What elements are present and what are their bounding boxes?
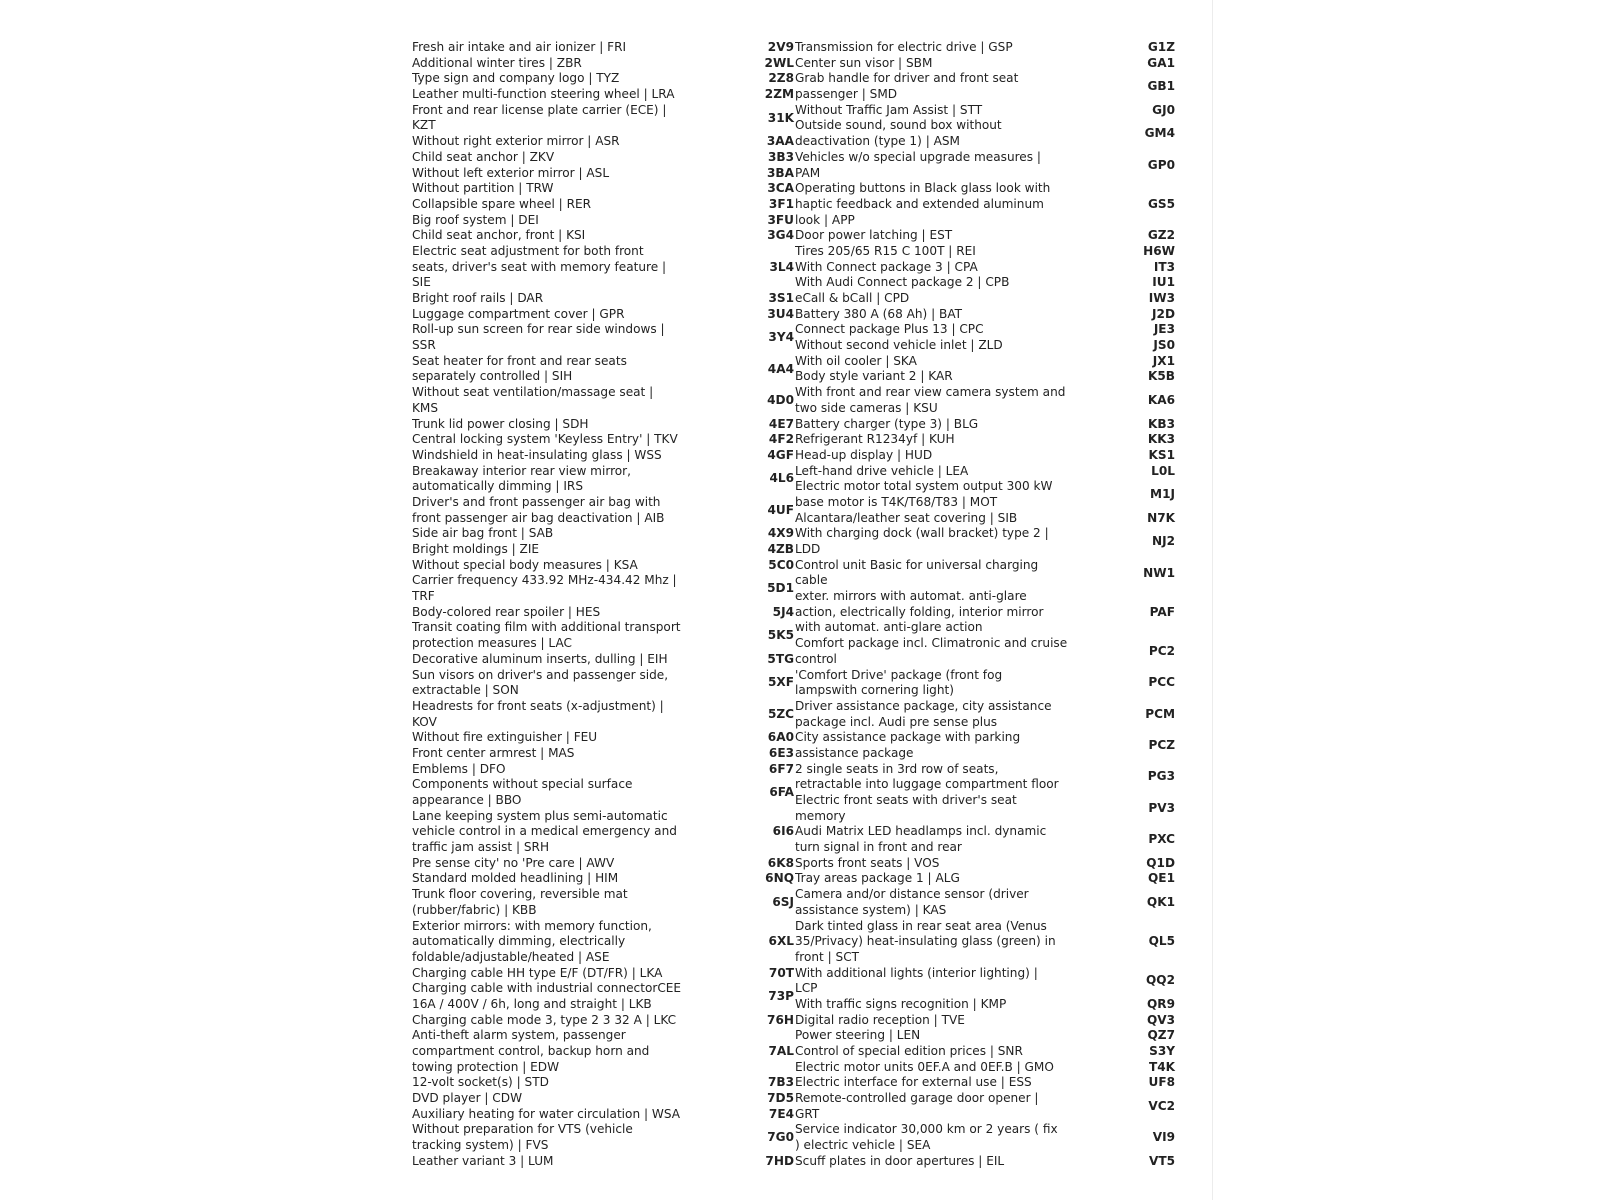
- option-description: Control unit Basic for universal charging cable: [795, 557, 1039, 588]
- option-code: PCC: [1148, 675, 1175, 690]
- option-description: Transmission for electric drive | GSP: [795, 40, 1013, 54]
- option-code: GP0: [1147, 157, 1175, 172]
- option-description: Leather multi-function steering wheel | LRA: [412, 87, 675, 102]
- option-code: 2WL: [764, 55, 794, 70]
- option-code: GB1: [1147, 79, 1175, 94]
- option-code: G1Z: [1147, 40, 1175, 54]
- option-code: 6F7: [768, 761, 794, 776]
- option-code: 7D5: [767, 1091, 794, 1106]
- option-description: Without right exterior mirror | ASR: [412, 134, 620, 149]
- option-code: H6W: [1143, 243, 1175, 258]
- option-code: QQ2: [1146, 973, 1175, 988]
- option-code: 3S1: [768, 291, 794, 305]
- option-description: Electric seat adjustment for both front seats, driver's seat with memory feature | SIE: [412, 243, 667, 290]
- option-description: Electric motor units 0EF.A and 0EF.B | GMO: [795, 1059, 1054, 1074]
- option-description: Service indicator 30,000 km or 2 years ( fix ) electric vehicle | SEA: [795, 1122, 1058, 1153]
- option-description: Without fire extinguisher | FEU: [412, 730, 598, 745]
- option-description: 12-volt socket(s) | STD: [412, 1075, 549, 1090]
- option-description: Electric motor total system output 300 kW base motor is T4K/T68/T83 | MOT: [795, 479, 1053, 509]
- option-description: Without seat ventilation/massage seat | KMS: [412, 385, 654, 415]
- option-description: Connect package Plus 13 | CPC: [795, 322, 984, 337]
- option-code: 5J4: [772, 604, 794, 619]
- option-code: KA6: [1147, 392, 1175, 407]
- option-code: KS1: [1148, 447, 1175, 462]
- option-description: Camera and/or distance sensor (driver assistance system) | KAS: [795, 887, 1029, 917]
- option-code: 4UF: [767, 502, 794, 517]
- option-description: Components without special surface appearance | BBO: [412, 777, 633, 807]
- option-code: KB3: [1147, 416, 1175, 431]
- option-code: S3Y: [1149, 1044, 1175, 1058]
- option-code: 31K: [767, 110, 794, 125]
- option-code: 3U4: [767, 306, 794, 321]
- option-description: Door power latching | EST: [795, 228, 953, 243]
- option-description: Without preparation for VTS (vehicle tracking system) | FVS: [412, 1122, 633, 1153]
- option-code: 4E7: [768, 416, 794, 431]
- option-description: Power steering | LEN: [795, 1028, 921, 1043]
- option-code: 4GF: [767, 447, 794, 462]
- option-description: Tray areas package 1 | ALG: [795, 871, 960, 886]
- option-code: 2Z8: [768, 71, 794, 86]
- option-code: 4L6: [769, 471, 794, 486]
- option-code: NW1: [1143, 565, 1175, 580]
- option-description: Without Traffic Jam Assist | STT: [795, 102, 983, 117]
- option-description: Charging cable with industrial connectorCEE 16A / 400V / 6h, long and straight | LKB: [412, 981, 682, 1011]
- option-code: 3Y4: [768, 330, 794, 345]
- option-code: 7AL: [768, 1044, 794, 1058]
- option-code: 73P: [768, 989, 794, 1004]
- option-code: 5D1: [767, 581, 794, 596]
- option-description: Pre sense city' no 'Pre care | AWV: [412, 855, 615, 870]
- option-code: 3CA: [767, 181, 794, 196]
- option-description: Charging cable HH type E/F (DT/FR) | LKA: [412, 965, 663, 980]
- option-description: Additional winter tires | ZBR: [412, 55, 582, 70]
- option-code: 2V9: [767, 40, 794, 54]
- option-description: Scuff plates in door apertures | EIL: [795, 1153, 1005, 1168]
- option-description: Decorative aluminum inserts, dulling | EIH: [412, 651, 668, 666]
- option-description: Collapsible spare wheel | RER: [412, 196, 592, 211]
- option-description: Digital radio reception | TVE: [795, 1012, 965, 1027]
- option-code: L0L: [1151, 463, 1175, 478]
- option-code: 7G0: [767, 1130, 794, 1145]
- option-code: PXC: [1148, 832, 1175, 847]
- option-description: Windshield in heat-insulating glass | WSS: [412, 447, 662, 462]
- option-code: PG3: [1147, 769, 1175, 784]
- option-description: Transit coating film with additional transport protection measures | LAC: [412, 620, 681, 651]
- option-description: Front and rear license plate carrier (ECE) | KZT: [412, 102, 667, 133]
- option-code: 6FA: [769, 785, 794, 800]
- option-description: Comfort package incl. Climatronic and cruise control: [795, 636, 1068, 666]
- option-code: 5C0: [768, 557, 794, 572]
- option-description: With Audi Connect package 2 | CPB: [795, 275, 1010, 290]
- option-code: 4X9: [767, 526, 794, 541]
- option-description: Outside sound, sound box without deactivation (type 1) | ASM: [795, 118, 1002, 149]
- option-code: 3G4: [767, 228, 794, 243]
- option-code: 4D0: [767, 392, 794, 407]
- option-code: PC2: [1148, 643, 1175, 658]
- option-description: Central locking system 'Keyless Entry' | TKV: [412, 432, 678, 447]
- option-code: T4K: [1148, 1059, 1175, 1074]
- option-description: Without left exterior mirror | ASL: [412, 165, 610, 180]
- option-code: 3BA: [767, 165, 794, 180]
- option-code: 2ZM: [764, 87, 794, 102]
- option-code: IW3: [1148, 291, 1175, 305]
- option-code: 6E3: [768, 745, 794, 760]
- option-description: Breakaway interior rear view mirror, automatically dimming | IRS: [412, 463, 632, 494]
- option-description: eCall & bCall | CPD: [795, 291, 910, 305]
- option-description: Carrier frequency 433.92 MHz-434.42 Mhz | TRF: [412, 573, 677, 604]
- option-code: 5K5: [767, 628, 794, 643]
- option-code: QE1: [1148, 871, 1175, 886]
- option-code: 7E4: [768, 1106, 794, 1121]
- left-equipment-column: [412, 40, 794, 1170]
- option-description: Dark tinted glass in rear seat area (Venus 35/Privacy) heat-insulating glass (green) in front | SCT: [795, 918, 1056, 964]
- option-description: Audi Matrix LED headlamps incl. dynamic turn signal in front and rear: [795, 824, 1047, 855]
- option-code: NJ2: [1151, 534, 1175, 549]
- option-code: 6NQ: [765, 871, 794, 886]
- option-description: Without partition | TRW: [412, 181, 554, 196]
- option-code: 6SJ: [772, 894, 794, 909]
- option-code: PCM: [1145, 706, 1175, 721]
- option-description: With charging dock (wall bracket) type 2 | LDD: [795, 526, 1049, 556]
- option-description: DVD player | CDW: [412, 1091, 523, 1106]
- option-description: Big roof system | DEI: [412, 212, 539, 227]
- option-code: 7HD: [765, 1153, 794, 1168]
- option-code: JX1: [1152, 353, 1175, 368]
- option-description: Sun visors on driver's and passenger side, extractable | SON: [412, 667, 669, 698]
- option-description: With oil cooler | SKA: [795, 353, 917, 368]
- option-description: Seat heater for front and rear seats separately controlled | SIH: [412, 353, 627, 384]
- option-description: Tires 205/65 R15 C 100T | REI: [795, 243, 976, 258]
- option-description: 2 single seats in 3rd row of seats, retractable into luggage compartment floor: [795, 761, 1059, 792]
- option-code: PV3: [1148, 800, 1175, 815]
- option-code: 3FU: [767, 212, 794, 227]
- option-code: 3L4: [769, 259, 794, 274]
- option-description: Driver assistance package, city assistance package incl. Audi pre sense plus: [795, 698, 1052, 729]
- option-code: GS5: [1147, 196, 1175, 211]
- option-description: Auxiliary heating for water circulation | WSA: [412, 1106, 680, 1121]
- option-description: Emblems | DFO: [412, 761, 506, 776]
- option-code: QL5: [1148, 934, 1175, 949]
- option-code: 4A4: [767, 361, 794, 376]
- option-description: Luggage compartment cover | GPR: [412, 306, 625, 321]
- right-equipment-column: [795, 40, 1175, 1170]
- option-description: Sports front seats | VOS: [795, 855, 940, 870]
- option-description: Without special body measures | KSA: [412, 557, 638, 572]
- option-code: 4ZB: [767, 542, 794, 556]
- option-code: VC2: [1148, 1098, 1175, 1113]
- option-description: Standard molded headlining | HIM: [412, 871, 619, 886]
- option-description: Trunk lid power closing | SDH: [412, 416, 589, 431]
- option-description: Alcantara/leather seat covering | SIB: [795, 510, 1018, 525]
- option-code: 5TG: [767, 651, 794, 666]
- option-code: 76H: [767, 1012, 794, 1027]
- option-code: VI9: [1152, 1130, 1175, 1145]
- option-description: City assistance package with parking assistance package: [795, 730, 1021, 760]
- option-code: QR9: [1146, 996, 1175, 1011]
- option-code: 3B3: [767, 149, 794, 164]
- option-code: IT3: [1153, 259, 1175, 274]
- option-description: With additional lights (interior lighting) | LCP: [795, 965, 1038, 996]
- option-code: PCZ: [1148, 738, 1175, 753]
- option-code: 5ZC: [767, 706, 794, 721]
- option-code: VT5: [1148, 1153, 1175, 1168]
- option-code: 7B3: [767, 1075, 794, 1090]
- option-code: J2D: [1152, 306, 1175, 321]
- option-code: GM4: [1144, 126, 1175, 141]
- option-description: Type sign and company logo | TYZ: [412, 71, 620, 86]
- option-description: Head-up display | HUD: [795, 447, 933, 462]
- option-description: Roll-up sun screen for rear side windows | SSR: [412, 322, 665, 353]
- option-description: Anti-theft alarm system, passenger compartment control, backup horn and towing protection | EDW: [412, 1028, 650, 1074]
- option-code: 4F2: [768, 432, 794, 447]
- option-code: K5B: [1147, 369, 1175, 384]
- option-description: Body-colored rear spoiler | HES: [412, 604, 601, 619]
- option-description: Electric front seats with driver's seat memory: [795, 793, 1017, 823]
- option-description: Center sun visor | SBM: [795, 55, 933, 70]
- option-description: Lane keeping system plus semi-automatic vehicle control in a medical emergency and traffic jam assist | SRH: [412, 808, 677, 855]
- option-code: IU1: [1152, 275, 1175, 290]
- option-code: 3AA: [766, 134, 794, 149]
- option-description: Child seat anchor | ZKV: [412, 149, 555, 164]
- option-description: Side air bag front | SAB: [412, 526, 554, 541]
- option-code: 6XL: [768, 934, 794, 949]
- option-code: QZ7: [1147, 1028, 1175, 1043]
- page-edge-line: [1212, 0, 1213, 1200]
- option-description: Operating buttons in Black glass look with haptic feedback and extended aluminum look | APP: [795, 181, 1051, 227]
- option-description: With traffic signs recognition | KMP: [795, 996, 1007, 1011]
- option-description: Electric interface for external use | ESS: [795, 1075, 1032, 1090]
- option-code: Q1D: [1146, 855, 1175, 870]
- option-description: Bright roof rails | DAR: [412, 291, 544, 305]
- option-description: Exterior mirrors: with memory function, automatically dimming, electrically foldable/adjustable/heated | ASE: [412, 918, 652, 964]
- option-description: Fresh air intake and air ionizer | FRI: [412, 40, 627, 54]
- option-description: With front and rear view camera system and two side cameras | KSU: [795, 385, 1066, 415]
- option-code: GJ0: [1152, 102, 1175, 117]
- option-code: 5XF: [767, 675, 794, 690]
- option-code: M1J: [1150, 487, 1175, 502]
- option-code: 6K8: [767, 855, 794, 870]
- option-code: 6A0: [767, 730, 794, 745]
- option-code: PAF: [1149, 604, 1175, 619]
- option-description: With Connect package 3 | CPA: [795, 259, 978, 274]
- option-code: 70T: [768, 965, 794, 980]
- option-description: Bright moldings | ZIE: [412, 542, 540, 556]
- option-description: Vehicles w/o special upgrade measures | PAM: [795, 149, 1041, 180]
- option-code: 6I6: [772, 824, 794, 839]
- option-code: JS0: [1153, 338, 1175, 353]
- option-description: Charging cable mode 3, type 2 3 32 A | LKC: [412, 1012, 677, 1027]
- option-code: KK3: [1147, 432, 1175, 447]
- option-description: Trunk floor covering, reversible mat (rubber/fabric) | KBB: [412, 887, 628, 917]
- option-description: Child seat anchor, front | KSI: [412, 228, 586, 243]
- option-description: Leather variant 3 | LUM: [412, 1153, 554, 1168]
- option-code: JE3: [1153, 322, 1175, 337]
- option-code: GA1: [1147, 55, 1175, 70]
- option-description: Left-hand drive vehicle | LEA: [795, 463, 969, 478]
- option-description: Body style variant 2 | KAR: [795, 369, 953, 384]
- option-description: Without second vehicle inlet | ZLD: [795, 338, 1003, 353]
- option-code: QK1: [1146, 894, 1175, 909]
- option-description: Battery charger (type 3) | BLG: [795, 416, 979, 431]
- option-code: UF8: [1148, 1075, 1175, 1090]
- option-description: Driver's and front passenger air bag with front passenger air bag deactivation | AIB: [412, 494, 665, 525]
- option-description: Remote-controlled garage door opener | GRT: [795, 1091, 1039, 1121]
- option-description: Battery 380 A (68 Ah) | BAT: [795, 306, 963, 321]
- option-code: 3F1: [768, 196, 794, 211]
- option-description: Front center armrest | MAS: [412, 745, 575, 760]
- option-description: Refrigerant R1234yf | KUH: [795, 432, 955, 447]
- option-description: Headrests for front seats (x-adjustment) | KOV: [412, 698, 664, 729]
- option-description: Grab handle for driver and front seat passenger | SMD: [795, 71, 1019, 102]
- option-code: N7K: [1147, 510, 1175, 525]
- option-code: GZ2: [1147, 228, 1175, 243]
- option-code: QV3: [1146, 1012, 1175, 1027]
- option-description: exter. mirrors with automat. anti-glare action, electrically folding, interior mirror with automat. anti-glare action: [795, 589, 1044, 635]
- option-description: Control of special edition prices | SNR: [795, 1044, 1023, 1058]
- option-description: 'Comfort Drive' package (front fog lampswith cornering light): [795, 667, 1003, 698]
